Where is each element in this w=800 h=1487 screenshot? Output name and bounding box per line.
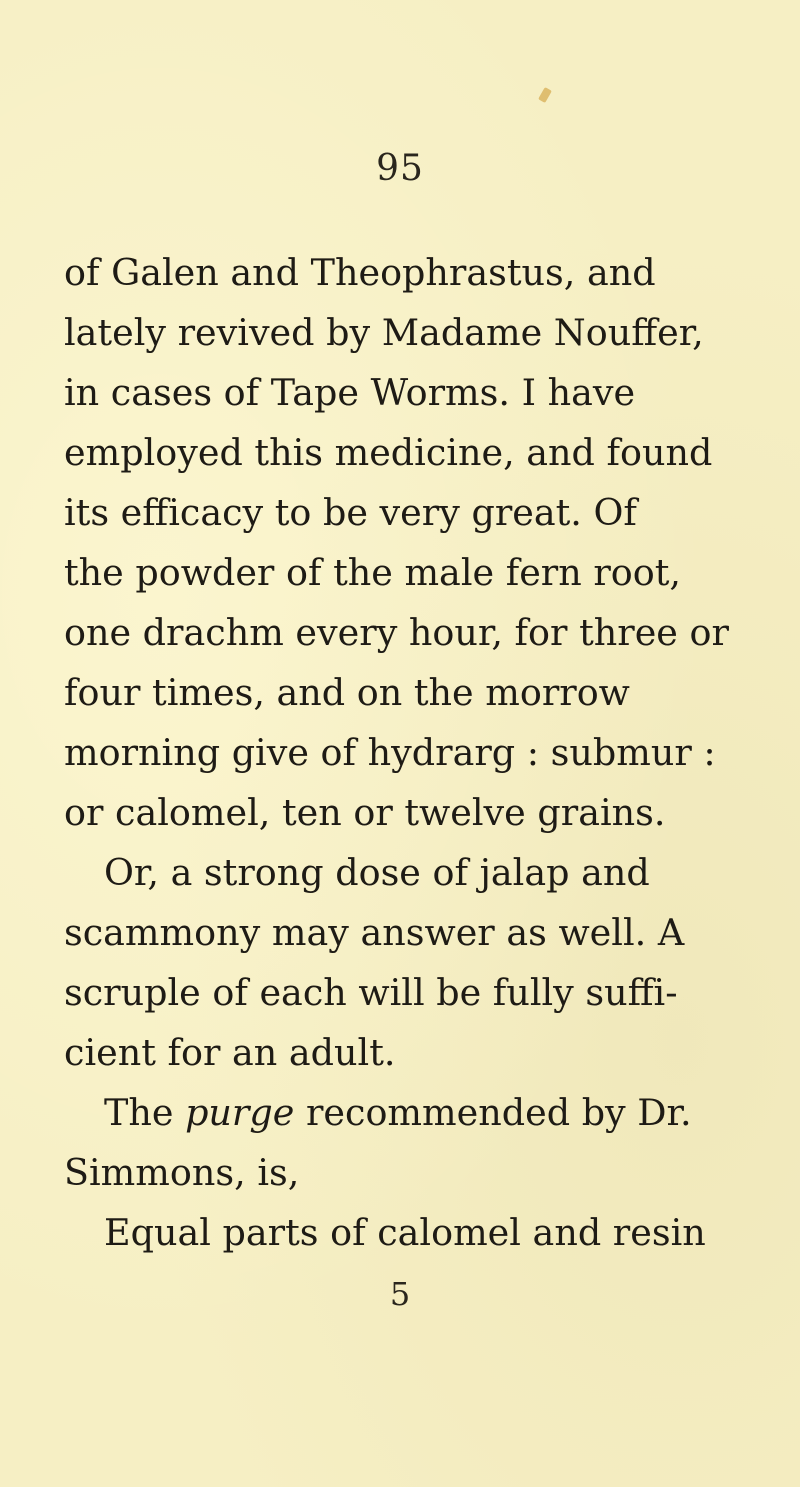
purge-line-before: The bbox=[104, 1091, 186, 1134]
text-line-16: Simmons, is, bbox=[64, 1151, 300, 1194]
text-line-14: cient for an adult. bbox=[64, 1031, 396, 1074]
text-line-12: scammony may answer as well. A bbox=[64, 911, 685, 954]
text-line-1: of Galen and Theophrastus, and bbox=[64, 251, 656, 294]
purge-line-after: recommended by Dr. bbox=[294, 1091, 692, 1134]
ink-mark bbox=[538, 87, 552, 103]
page-number: 95 bbox=[376, 148, 424, 189]
purge-emphasis: purge bbox=[185, 1091, 295, 1134]
signature-mark: 5 bbox=[389, 1275, 411, 1313]
text-line-9: morning give of hydrarg : submur : bbox=[64, 731, 716, 774]
text-line-7: one drachm every hour, for three or bbox=[64, 611, 729, 654]
text-line-17: Equal parts of calomel and resin bbox=[104, 1211, 706, 1254]
text-line-8: four times, and on the morrow bbox=[64, 671, 630, 714]
text-line-2: lately revived by Madame Nouffer, bbox=[64, 311, 704, 354]
text-line-11: Or, a strong dose of jalap and bbox=[104, 851, 650, 894]
text-line-15 bbox=[104, 1091, 692, 1134]
text-line-4: employed this medicine, and found bbox=[64, 431, 713, 474]
text-line-10: or calomel, ten or twelve grains. bbox=[64, 791, 666, 834]
text-line-13: scruple of each will be fully suffi- bbox=[64, 971, 678, 1014]
text-line-5: its efficacy to be very great. Of bbox=[64, 491, 637, 534]
text-line-6: the powder of the male fern root, bbox=[64, 551, 682, 594]
text-line-3: in cases of Tape Worms. I have bbox=[64, 371, 636, 414]
